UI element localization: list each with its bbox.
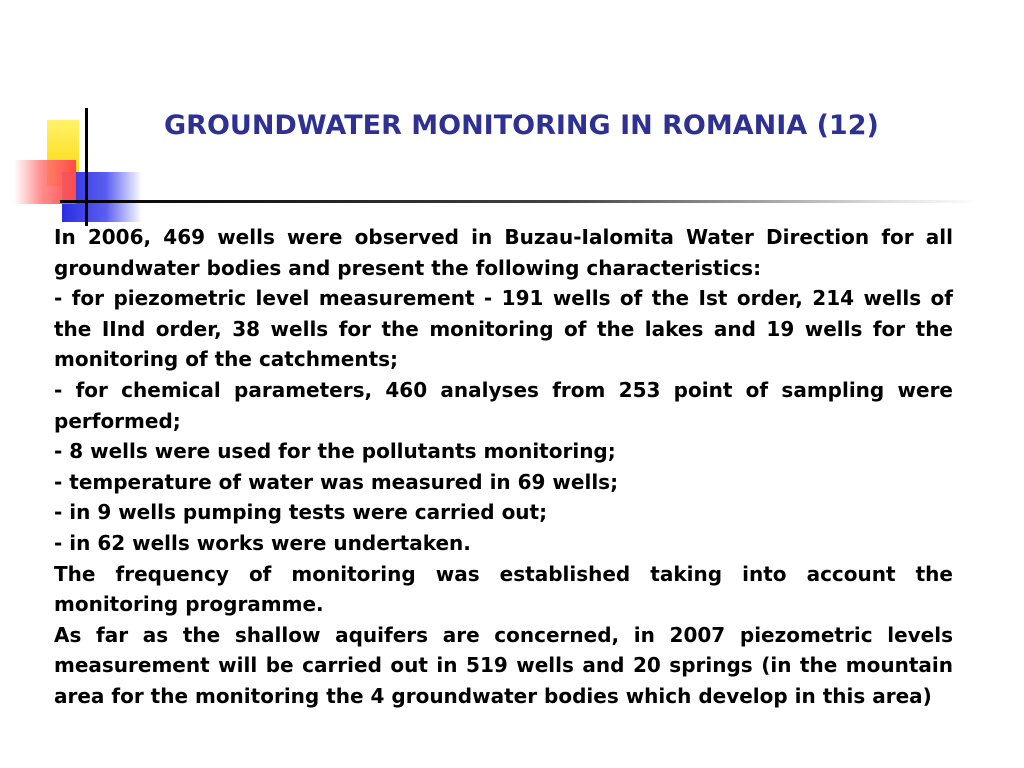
body-paragraph: - in 62 wells works were undertaken. — [54, 530, 471, 555]
body-paragraph: - 8 wells were used for the pollutants monitoring; — [54, 439, 616, 464]
body-paragraph: - in 9 wells pumping tests were carried out; — [54, 500, 548, 525]
vertical-line-decoration — [85, 108, 88, 226]
body-paragraph: As far as the shallow aquifers are concerned, in 2007 piezometric levels measurement will be carried out in 519 wells and 20 springs (in the mountain area for the monitoring the 4 groundwater bodies which develop in this area) — [54, 622, 953, 708]
body-paragraph: - temperature of water was measured in 69 wells; — [54, 469, 619, 494]
slide-title: GROUNDWATER MONITORING IN ROMANIA (12) — [164, 110, 879, 141]
red-square-decoration — [14, 160, 76, 204]
slide-body — [54, 222, 953, 712]
body-paragraph: In 2006, 469 wells were observed in Buzau-Ialomita Water Direction for all groundwater bodies and present the following characteristics: — [54, 225, 953, 280]
body-paragraph: - for piezometric level measurement - 191 wells of the Ist order, 214 wells of the IInd order, 38 wells for the monitoring of the lakes and 19 wells for the monitoring of the catchments; — [54, 286, 953, 372]
decorative-logo-block — [0, 0, 160, 240]
body-paragraph: The frequency of monitoring was established taking into account the monitoring programme. — [54, 561, 953, 617]
title-divider-rule — [60, 200, 980, 203]
body-paragraph: - for chemical parameters, 460 analyses from 253 point of sampling were performed; — [54, 377, 953, 433]
